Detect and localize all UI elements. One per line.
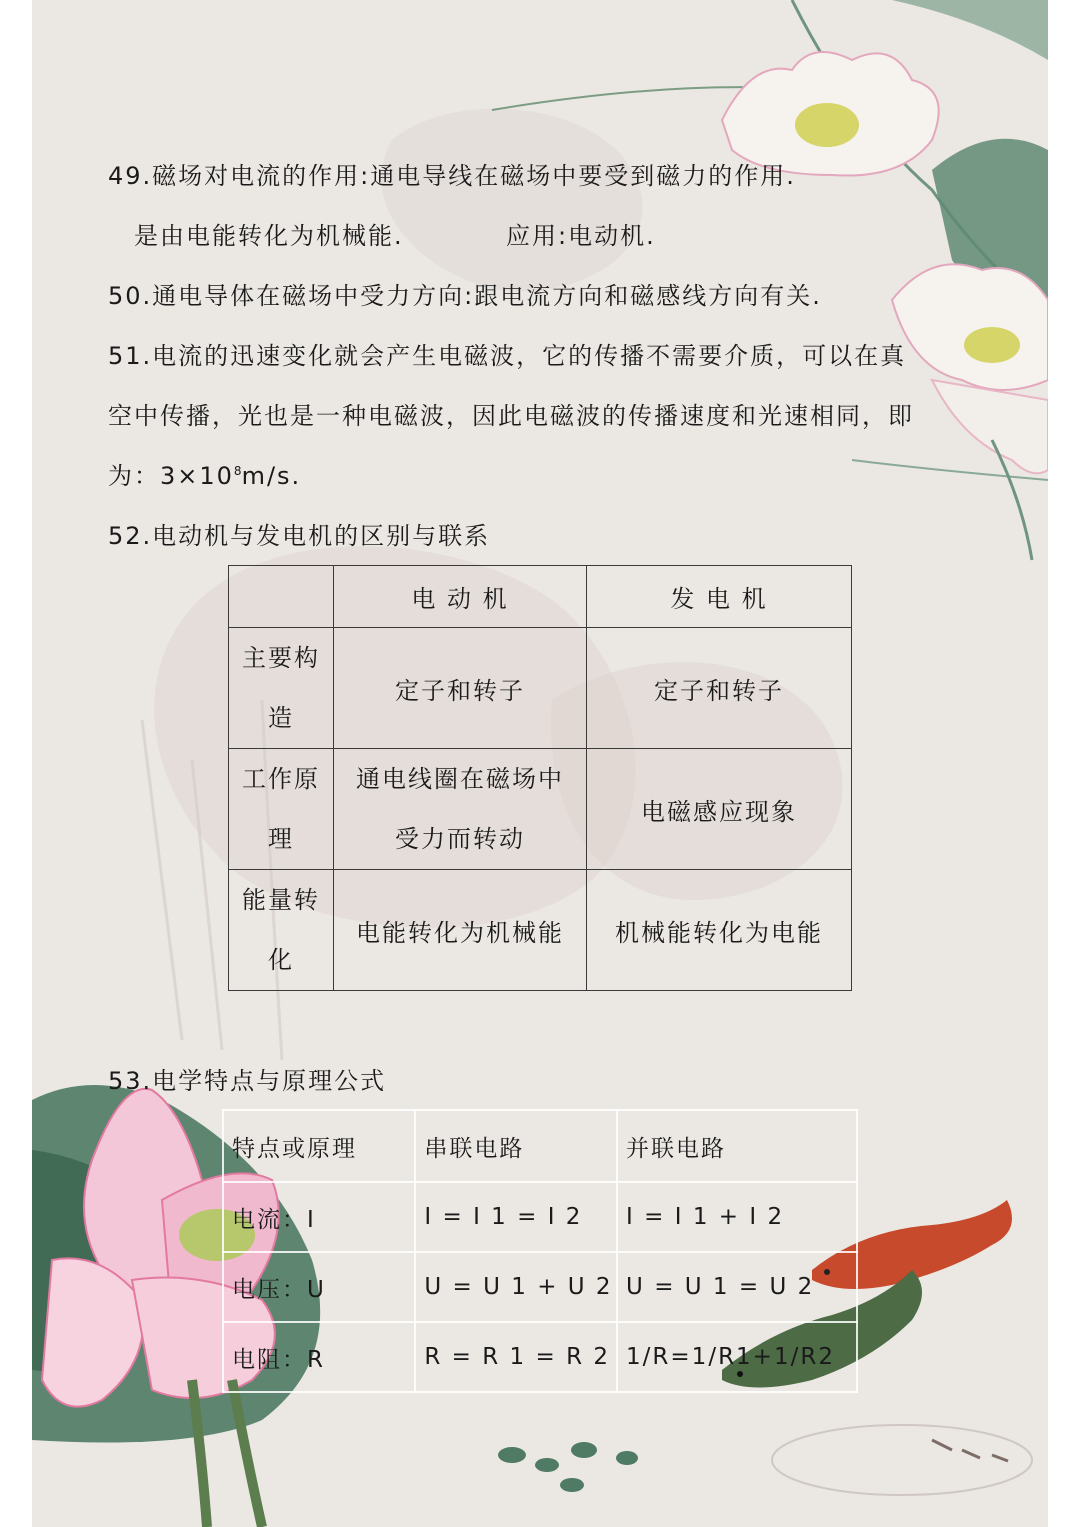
series-cell: R = R 1 = R 2 xyxy=(415,1322,617,1392)
table-header-cell xyxy=(229,566,334,628)
row-head-cell: 主要构 造 xyxy=(229,628,334,749)
table-row xyxy=(223,1182,857,1252)
table-header-cell: 并联电路 xyxy=(617,1110,857,1182)
row-head-cell: 能量转 化 xyxy=(229,870,334,991)
speed-prefix: 为：3×10 xyxy=(108,462,234,490)
speed-unit: m/s. xyxy=(241,462,302,490)
row-head-cell: 工作原 理 xyxy=(229,749,334,870)
lily-pads-icon xyxy=(498,1425,1032,1495)
generator-cell: 电磁感应现象 xyxy=(587,749,852,870)
circuit-formula-table xyxy=(222,1109,858,1393)
table-header-cell: 发 电 机 xyxy=(587,566,852,628)
item-53-title: 53.电学特点与原理公式 xyxy=(108,1067,387,1095)
motor-cell: 电能转化为机械能 xyxy=(334,870,587,991)
generator-cell: 机械能转化为电能 xyxy=(587,870,852,991)
table-header-row xyxy=(229,566,852,628)
motor-generator-table xyxy=(228,565,852,991)
item-51-line1: 51.电流的迅速变化就会产生电磁波，它的传播不需要介质，可以在真 xyxy=(108,342,907,370)
quantity-cell: 电压：U xyxy=(223,1252,415,1322)
document-page xyxy=(32,0,1048,1527)
item-51-line2: 空中传播，光也是一种电磁波，因此电磁波的传播速度和光速相同，即 xyxy=(108,402,914,430)
quantity-cell: 电阻：R xyxy=(223,1322,415,1392)
table-header-cell: 电 动 机 xyxy=(334,566,587,628)
table-row xyxy=(229,628,852,749)
item-50: 50.通电导体在磁场中受力方向:跟电流方向和磁感线方向有关. xyxy=(108,282,822,310)
motor-cell: 通电线圈在磁场中 受力而转动 xyxy=(334,749,587,870)
item-49-line2-right: 应用:电动机. xyxy=(506,222,656,250)
item-52-title: 52.电动机与发电机的区别与联系 xyxy=(108,522,491,550)
parallel-cell: 1/R=1/R1+1/R2 xyxy=(617,1322,857,1392)
parallel-cell: U = U 1 = U 2 xyxy=(617,1252,857,1322)
quantity-cell: 电流：I xyxy=(223,1182,415,1252)
table-row xyxy=(229,870,852,991)
table-row xyxy=(229,749,852,870)
generator-cell: 定子和转子 xyxy=(587,628,852,749)
item-49-line1: 49.磁场对电流的作用:通电导线在磁场中要受到磁力的作用. xyxy=(108,162,796,190)
speed-exponent: 8 xyxy=(233,464,242,478)
series-cell: I = I 1 = I 2 xyxy=(415,1182,617,1252)
table-header-cell: 串联电路 xyxy=(415,1110,617,1182)
parallel-cell: I = I 1 + I 2 xyxy=(617,1182,857,1252)
table-row xyxy=(223,1252,857,1322)
series-cell: U = U 1 + U 2 xyxy=(415,1252,617,1322)
item-51-line3 xyxy=(108,461,301,491)
item-49-line2-left: 是由电能转化为机械能. xyxy=(134,222,404,250)
table-header-cell: 特点或原理 xyxy=(223,1110,415,1182)
table-row xyxy=(223,1322,857,1392)
table-header-row xyxy=(223,1110,857,1182)
motor-cell: 定子和转子 xyxy=(334,628,587,749)
